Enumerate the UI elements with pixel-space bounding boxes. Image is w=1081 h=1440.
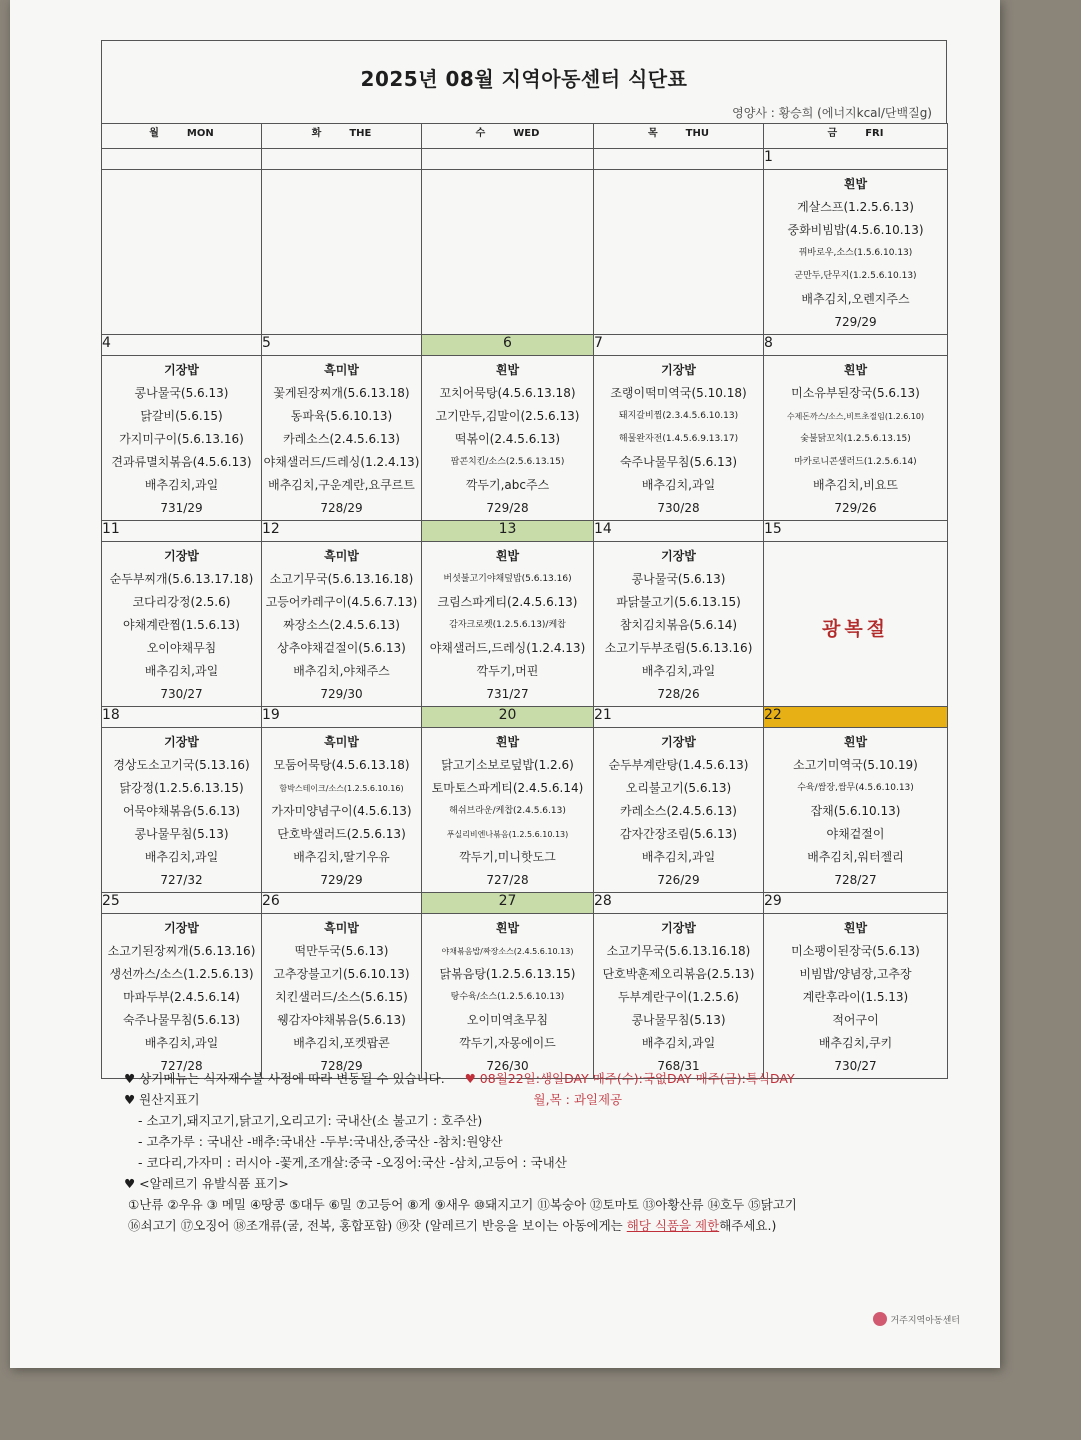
menu-list — [764, 914, 947, 1078]
weekday-wed: 수 WED — [422, 124, 594, 149]
menu-cell — [594, 356, 764, 521]
origin-line-3: - 코다리,가자미 : 러시아 -꽃게,조개살:중국 -오징어:국산 -삼치,고등어 : 국내산 — [138, 1155, 567, 1170]
menu-item: 수제돈까스/소스,비트초절임(1.2.6.10) — [786, 412, 925, 421]
menu-item: 경상도소고기국(5.13.16) — [113, 758, 250, 772]
menu-cell — [764, 170, 948, 335]
menu-item: 조랭이떡미역국(5.10.18) — [610, 386, 747, 400]
menu-item: 꽃게된장찌개(5.6.13.18) — [273, 386, 410, 400]
menu-cell — [594, 542, 764, 707]
menu-item: 숙주나물무침(5.6.13) — [619, 455, 738, 469]
menu-item: 야채볶음밥/짜장소스(2.4.5.6.10.13) — [441, 947, 574, 956]
menu-item: 돼지갈비찜(2.3.4.5.6.10.13) — [618, 411, 739, 421]
nutrition-value: 727/32 — [160, 873, 203, 887]
menu-item: 함박스테이크/소스(1.2.5.6.10.16) — [279, 784, 404, 793]
menu-row — [102, 356, 948, 521]
menu-list — [262, 356, 421, 520]
menu-item: 마파두부(2.4.5.6.14) — [123, 990, 240, 1004]
rice-item: 기장밥 — [661, 921, 696, 935]
page-title: 2025년 08월 지역아동센터 식단표 — [360, 67, 688, 91]
menu-cell — [594, 170, 764, 335]
rice-item: 흰밥 — [495, 735, 520, 749]
date-number: 8 — [764, 335, 948, 356]
date-number: 20 — [422, 707, 594, 728]
date-number — [594, 149, 764, 170]
menu-item: 해물완자전(1.4.5.6.9.13.17) — [618, 434, 739, 444]
menu-item: 깍두기,자몽에이드 — [459, 1036, 556, 1050]
menu-cell — [102, 728, 262, 893]
menu-item: 배추김치,과일 — [144, 850, 219, 864]
menu-item: 미소유부된장국(5.6.13) — [791, 386, 920, 400]
menu-cell — [764, 356, 948, 521]
menu-item: 배추김치,딸기우유 — [293, 850, 390, 864]
menu-item: 견과류멸치볶음(4.5.6.13) — [111, 455, 252, 469]
menu-item: 토마토스파게티(2.4.5.6.14) — [431, 781, 584, 795]
date-number: 1 — [764, 149, 948, 170]
menu-item: 닭고기소보로덮밥(1.2.6) — [441, 758, 574, 772]
menu-item: 고추장불고기(5.6.10.13) — [273, 967, 410, 981]
menu-list — [764, 170, 947, 334]
menu-item: 버섯불고기야채덮밥(5.6.13.16) — [443, 574, 572, 584]
nutrition-value: 768/31 — [657, 1059, 700, 1073]
rice-item: 흰밥 — [843, 921, 868, 935]
menu-item: 감자크로켓(1.2.5.6.13)/케찹 — [449, 620, 566, 630]
menu-item: 탕수육/소스(1.2.5.6.10.13) — [450, 992, 565, 1002]
menu-item: 배추김치,비요뜨 — [813, 478, 898, 492]
rice-item: 흰밥 — [495, 549, 520, 563]
menu-list — [422, 728, 593, 892]
menu-item: 숙주나물무침(5.6.13) — [122, 1013, 241, 1027]
date-number: 11 — [102, 521, 262, 542]
menu-list — [422, 356, 593, 520]
menu-item: 깍두기,미니핫도그 — [459, 850, 556, 864]
menu-item: 순두부계란탕(1.4.5.6.13) — [608, 758, 749, 772]
nutrition-value: 728/27 — [834, 873, 877, 887]
menu-item: 꼬치어묵탕(4.5.6.13.18) — [439, 386, 576, 400]
date-number: 21 — [594, 707, 764, 728]
nutrition-value: 728/29 — [320, 501, 363, 515]
date-number-row — [102, 521, 948, 542]
nutrition-value: 727/28 — [486, 873, 529, 887]
rice-item: 기장밥 — [661, 735, 696, 749]
notes-line-2 — [124, 1089, 964, 1110]
menu-item: 소고기두부조림(5.6.13.16) — [604, 641, 753, 655]
rice-item: 기장밥 — [164, 363, 199, 377]
weekday-fri: 금 FRI — [764, 124, 948, 149]
notes-special-days: ♥ 08월22일:생일DAY 매주(수):국없DAY 매주(금):특식DAY — [464, 1071, 795, 1086]
nutrition-value: 729/29 — [320, 873, 363, 887]
menu-list — [594, 728, 763, 892]
menu-item: 두부계란구이(1.2.5.6) — [618, 990, 739, 1004]
date-number-row — [102, 149, 948, 170]
date-number: 25 — [102, 893, 262, 914]
menu-list — [102, 914, 261, 1078]
menu-list — [262, 728, 421, 892]
menu-item: 짜장소스(2.4.5.6.13) — [283, 618, 400, 632]
rice-item: 기장밥 — [661, 549, 696, 563]
menu-item: 소고기미역국(5.10.19) — [793, 758, 918, 772]
menu-item: 배추김치,과일 — [144, 664, 219, 678]
rice-item: 흰밥 — [495, 921, 520, 935]
menu-cell — [422, 170, 594, 335]
date-number: 19 — [262, 707, 422, 728]
menu-list — [764, 728, 947, 892]
menu-item: 배추김치,구운계란,요쿠르트 — [268, 478, 415, 492]
nutrition-value: 726/29 — [657, 873, 700, 887]
rice-item: 기장밥 — [164, 549, 199, 563]
menu-item: 가자미양념구이(4.5.6.13) — [271, 804, 412, 818]
menu-cell — [422, 914, 594, 1079]
rice-item: 기장밥 — [661, 363, 696, 377]
menu-item: 팝콘치킨/소스(2.5.6.13.15) — [450, 457, 565, 467]
origin-title: ♥ 원산지표기 — [124, 1092, 200, 1107]
date-number: 27 — [422, 893, 594, 914]
holiday-label: 광복절 — [821, 618, 890, 640]
date-number-row — [102, 707, 948, 728]
menu-cell — [262, 728, 422, 893]
date-number-row — [102, 893, 948, 914]
notes-line-1 — [124, 1068, 964, 1089]
menu-row — [102, 728, 948, 893]
rice-item: 흑미밥 — [324, 363, 359, 377]
rice-item: 흑미밥 — [324, 735, 359, 749]
menu-item: 고기만두,김말이(2.5.6.13) — [435, 409, 580, 423]
menu-item: 배추김치,과일 — [144, 1036, 219, 1050]
notes-change-notice: ♥ 상기메뉴는 식자재수불 사정에 따라 변동될 수 있습니다. — [124, 1071, 445, 1086]
menu-item: 상추야채겉절이(5.6.13) — [277, 641, 406, 655]
logo-icon — [873, 1312, 887, 1326]
nutrition-value: 727/28 — [160, 1059, 203, 1073]
menu-cell — [594, 728, 764, 893]
menu-item: 치킨샐러드/소스(5.6.15) — [275, 990, 408, 1004]
menu-row — [102, 914, 948, 1079]
rice-item: 기장밥 — [164, 921, 199, 935]
menu-item: 비빔밥/양념장,고추장 — [799, 967, 912, 981]
menu-cell — [764, 728, 948, 893]
menu-list — [594, 914, 763, 1078]
rice-item: 흰밥 — [495, 363, 520, 377]
date-number: 12 — [262, 521, 422, 542]
menu-item: 소고기무국(5.6.13.16.18) — [269, 572, 414, 586]
menu-list — [262, 542, 421, 706]
date-number: 7 — [594, 335, 764, 356]
center-logo: 거주지역아동센터 — [873, 1312, 960, 1326]
menu-list — [594, 542, 763, 706]
menu-item: 배추김치,과일 — [641, 664, 716, 678]
date-number: 6 — [422, 335, 594, 356]
menu-list — [422, 914, 593, 1078]
menu-item: 오이미역초무침 — [466, 1013, 549, 1027]
allergy-line-2: ⑯쇠고기 ⑰오징어 ⑱조개류(굴, 전복, 홍합포함) ⑲잣 (알레르기 반응을 보이는 아동에게는 해당 식품을 제한해주세요.) — [128, 1218, 777, 1233]
nutrition-value: 729/30 — [320, 687, 363, 701]
allergy-line-1: ①난류 ②우유 ③ 메밀 ④땅콩 ⑤대두 ⑥밀 ⑦고등어 ⑧게 ⑨새우 ⑩돼지고기 ⑪복숭아 ⑫토마토 ⑬아황산류 ⑭호두 ⑮닭고기 — [128, 1197, 797, 1212]
menu-item: 야채계란찜(1.5.6.13) — [123, 618, 240, 632]
menu-cell — [102, 914, 262, 1079]
menu-cell — [594, 914, 764, 1079]
date-number: 13 — [422, 521, 594, 542]
menu-item: 배추김치,포켓팝콘 — [293, 1036, 390, 1050]
nutrition-value: 726/30 — [486, 1059, 529, 1073]
menu-item: 중화비빔밥(4.5.6.10.13) — [787, 223, 924, 237]
origin-line-1: - 소고기,돼지고기,닭고기,오리고기: 국내산(소 불고기 : 호주산) — [138, 1113, 483, 1128]
menu-cell — [422, 728, 594, 893]
menu-item: 콩나물국(5.6.13) — [631, 572, 726, 586]
menu-item: 깍두기,머핀 — [476, 664, 539, 678]
menu-item: 오이야채무침 — [146, 641, 217, 655]
menu-item: 잡채(5.6.10.13) — [810, 804, 901, 818]
menu-item: 카레소스(2.4.5.6.13) — [283, 432, 400, 446]
weekday-mon: 월 MON — [102, 124, 262, 149]
menu-item: 배추김치,쿠키 — [818, 1036, 893, 1050]
menu-item: 야채샐러드/드레싱(1.2.4.13) — [263, 455, 420, 469]
date-number: 14 — [594, 521, 764, 542]
menu-list — [262, 914, 421, 1078]
menu-item: 배추김치,워터젤리 — [807, 850, 904, 864]
menu-list — [102, 356, 261, 520]
date-number: 15 — [764, 521, 948, 542]
menu-list — [594, 356, 763, 520]
menu-item: 어묵야채볶음(5.6.13) — [122, 804, 241, 818]
menu-item: 마카로니콘샐러드(1.2.5.6.14) — [794, 457, 917, 467]
menu-item: 푸실리비엔나볶음(1.2.5.6.10.13) — [446, 830, 569, 839]
menu-table-wrap — [101, 40, 947, 1079]
menu-item: 게살스프(1.2.5.6.13) — [797, 200, 914, 214]
rice-item: 기장밥 — [164, 735, 199, 749]
weekday-tue: 화 THE — [262, 124, 422, 149]
menu-item: 떡볶이(2.4.5.6.13) — [454, 432, 561, 446]
date-number: 28 — [594, 893, 764, 914]
menu-calendar — [101, 123, 948, 1079]
weekday-header-row — [102, 124, 948, 149]
date-number: 5 — [262, 335, 422, 356]
menu-item: 배추김치,과일 — [641, 478, 716, 492]
menu-item: 고등어카레구이(4.5.6.7.13) — [265, 595, 418, 609]
menu-item: 계란후라이(1.5.13) — [802, 990, 909, 1004]
nutrition-value: 728/26 — [657, 687, 700, 701]
menu-item: 야채겉절이 — [826, 827, 885, 841]
menu-cell — [102, 356, 262, 521]
menu-item: 꿔바로우,소스(1.5.6.10.13) — [798, 248, 913, 258]
menu-item: 적어구이 — [832, 1013, 879, 1027]
menu-item: 야채샐러드,드레싱(1.2.4.13) — [429, 641, 586, 655]
date-number: 4 — [102, 335, 262, 356]
rice-item: 흰밥 — [843, 363, 868, 377]
menu-item: 배추김치,야채주스 — [293, 664, 390, 678]
menu-item: 오리불고기(5.6.13) — [625, 781, 732, 795]
menu-item: 닭갈비(5.6.15) — [140, 409, 223, 423]
menu-item: 참치김치볶음(5.6.14) — [619, 618, 738, 632]
menu-item: 동파육(5.6.10.13) — [290, 409, 393, 423]
rice-item: 흰밥 — [843, 735, 868, 749]
date-number-row — [102, 335, 948, 356]
menu-cell — [764, 914, 948, 1079]
menu-list — [764, 356, 947, 520]
menu-item: 순두부찌개(5.6.13.17.18) — [109, 572, 254, 586]
nutrition-value: 729/29 — [834, 315, 877, 329]
menu-cell — [262, 542, 422, 707]
rice-item: 흑미밥 — [324, 921, 359, 935]
title-box — [101, 40, 947, 123]
menu-item: 단호박훈제오리볶음(2.5.13) — [602, 967, 755, 981]
menu-row — [102, 542, 948, 707]
menu-item: 군만두,단무지(1.2.5.6.10.13) — [794, 271, 917, 281]
date-number: 29 — [764, 893, 948, 914]
origin-line-2: - 고추가루 : 국내산 -배추:국내산 -두부:국내산,중국산 -참치:원양산 — [138, 1134, 503, 1149]
menu-item: 깍두기,abc주스 — [465, 478, 550, 492]
nutrition-value: 729/26 — [834, 501, 877, 515]
menu-item: 숯불닭꼬치(1.2.5.6.13.15) — [800, 434, 911, 444]
nutrition-value: 729/28 — [486, 501, 529, 515]
menu-cell — [422, 356, 594, 521]
rice-item: 흰밥 — [843, 177, 868, 191]
menu-item: 가지미구이(5.6.13.16) — [119, 432, 244, 446]
date-number — [262, 149, 422, 170]
nutrition-value: 731/29 — [160, 501, 203, 515]
menu-item: 크림스파게티(2.4.5.6.13) — [437, 595, 578, 609]
menu-item: 단호박샐러드(2.5.6.13) — [277, 827, 406, 841]
menu-item: 닭강정(1.2.5.6.13.15) — [119, 781, 244, 795]
allergy-title: ♥ <알레르기 유발식품 표기> — [124, 1176, 289, 1191]
weekday-thu: 목 THU — [594, 124, 764, 149]
menu-item: 해쉬브라운/케찹(2.4.5.6.13) — [449, 806, 566, 816]
allergy-restrict-text: 해당 식품을 제한 — [626, 1218, 720, 1233]
menu-item: 카레소스(2.4.5.6.13) — [620, 804, 737, 818]
date-number: 18 — [102, 707, 262, 728]
date-number: 26 — [262, 893, 422, 914]
menu-cell — [102, 170, 262, 335]
notes-section — [124, 1068, 964, 1236]
menu-cell — [422, 542, 594, 707]
menu-row — [102, 170, 948, 335]
dietitian-label: 영양사 : 황승희 (에너지kcal/단백질g) — [732, 106, 932, 120]
menu-item: 소고기무국(5.6.13.16.18) — [606, 944, 751, 958]
menu-item: 소고기된장찌개(5.6.13.16) — [107, 944, 256, 958]
menu-item: 모둠어묵탕(4.5.6.13.18) — [273, 758, 410, 772]
nutrition-value: 728/29 — [320, 1059, 363, 1073]
menu-sheet — [10, 0, 1000, 1368]
menu-cell — [102, 542, 262, 707]
menu-cell — [262, 356, 422, 521]
menu-cell — [262, 914, 422, 1079]
menu-item: 코다리강정(2.5.6) — [132, 595, 231, 609]
menu-item: 콩나물무침(5.13) — [134, 827, 229, 841]
menu-list — [102, 728, 261, 892]
nutrition-value: 731/27 — [486, 687, 529, 701]
date-number — [422, 149, 594, 170]
menu-item: 떡만두국(5.6.13) — [294, 944, 389, 958]
nutrition-value: 730/28 — [657, 501, 700, 515]
menu-cell — [764, 542, 948, 707]
menu-item: 배추김치,과일 — [641, 850, 716, 864]
rice-item: 흑미밥 — [324, 549, 359, 563]
menu-cell — [262, 170, 422, 335]
menu-item: 배추김치,과일 — [641, 1036, 716, 1050]
menu-list — [422, 542, 593, 706]
nutrition-value: 730/27 — [834, 1059, 877, 1073]
fruit-days: 월,목 : 과일제공 — [533, 1092, 623, 1107]
date-number — [102, 149, 262, 170]
menu-item: 배추김치,오렌지주스 — [801, 292, 910, 306]
menu-item: 웽감자야채볶음(5.6.13) — [277, 1013, 406, 1027]
menu-item: 생선까스/소스(1.2.5.6.13) — [109, 967, 254, 981]
menu-item: 배추김치,과일 — [144, 478, 219, 492]
menu-item: 미소팽이된장국(5.6.13) — [791, 944, 920, 958]
menu-list — [102, 542, 261, 706]
menu-item: 감자간장조림(5.6.13) — [619, 827, 738, 841]
menu-item: 수육/쌈장,쌈무(4.5.6.10.13) — [797, 783, 914, 793]
menu-item: 콩나물무침(5.13) — [631, 1013, 726, 1027]
date-number: 22 — [764, 707, 948, 728]
menu-item: 콩나물국(5.6.13) — [134, 386, 229, 400]
nutrition-value: 730/27 — [160, 687, 203, 701]
menu-item: 파닭불고기(5.6.13.15) — [616, 595, 741, 609]
menu-item: 닭볶음탕(1.2.5.6.13.15) — [439, 967, 576, 981]
